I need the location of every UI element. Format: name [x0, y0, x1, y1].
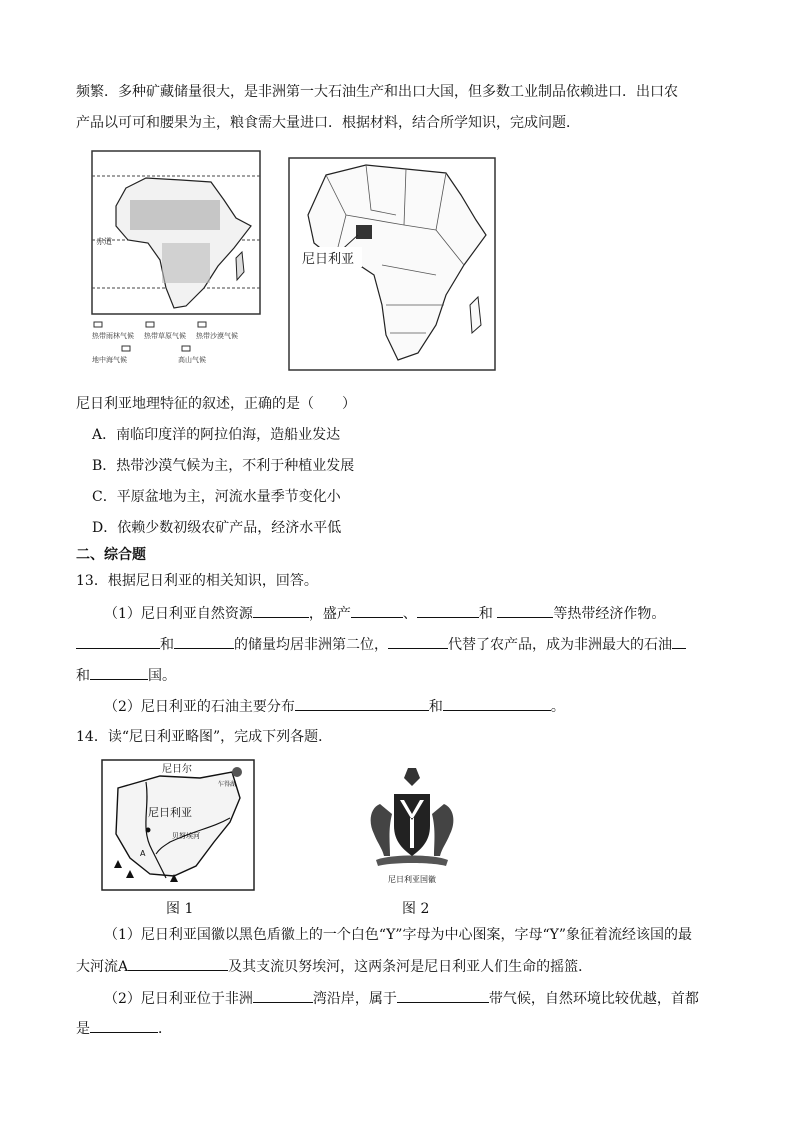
nigeria-country-label: 尼日利亚: [148, 806, 192, 819]
legend-item-3: 热带沙漠气候: [196, 332, 238, 340]
q14-part2-line1: （2）尼日利亚位于非洲 湾沿岸，属于 带气候，自然环境比较优越，首都: [104, 988, 699, 1009]
q14-blank-4[interactable]: [90, 1018, 158, 1033]
benue-river-label: 贝努埃河: [172, 832, 200, 840]
intro-line-1: 频繁．多种矿藏储量很大，是非洲第一大石油生产和出口大国，但多数工业制品依赖进口．出口农: [76, 84, 678, 100]
q12-option-a[interactable]: A．南临印度洋的阿拉伯海，造船业发达: [92, 427, 341, 443]
q14-part1-line1: （1）尼日利亚国徽以黑色盾徽上的一个白色“Y”字母为中心图案，字母“Y”象征着流经该国的最: [104, 927, 693, 943]
q14-blank-3[interactable]: [397, 988, 489, 1003]
q13-part2: （2）尼日利亚的石油主要分布 和 。: [104, 696, 565, 717]
africa-climate-map: [86, 148, 264, 370]
figure-1-caption: 图 1: [166, 901, 194, 917]
q14-blank-1[interactable]: [128, 956, 228, 971]
q13-blank-11[interactable]: [443, 696, 551, 711]
q13-blank-2[interactable]: [351, 603, 403, 618]
figure-2-caption: 图 2: [402, 901, 430, 917]
q13-blank-8[interactable]: [672, 634, 686, 649]
q13-blank-7[interactable]: [388, 634, 448, 649]
legend-item-4: 地中海气候: [92, 356, 127, 364]
q13-part1-line2: 和 的储量均居非洲第二位， 代替了农产品，成为非洲最大的石油: [76, 634, 686, 655]
q13-blank-10[interactable]: [295, 696, 429, 711]
lake-chad-label: 乍得湖: [218, 781, 237, 788]
intro-line-2: 产品以可可和腰果为主，粮食需大量进口．根据材料，结合所学知识，完成问题．: [76, 115, 580, 131]
q14-part1-line2: 大河流A 及其支流贝努埃河，这两条河是尼日利亚人们生命的摇篮．: [76, 956, 592, 977]
q13-blank-5[interactable]: [76, 634, 160, 649]
africa-political-map: [286, 155, 498, 373]
legend-item-2: 热带草原气候: [144, 332, 186, 340]
q12-option-d[interactable]: D．依赖少数初级农矿产品，经济水平低: [92, 520, 342, 536]
q13-part1-line3: 和 国。: [76, 665, 176, 686]
section-title: 二、综合题: [76, 547, 146, 563]
q13-part1-line1: （1）尼日利亚自然资源 ，盛产 、 和 等热带经济作物。: [104, 603, 665, 624]
q13-blank-1[interactable]: [253, 603, 309, 618]
q12-stem: 尼日利亚地理特征的叙述，正确的是（ ）: [76, 396, 356, 412]
nigeria-sketch-map: [100, 758, 256, 892]
river-a-marker: A: [140, 849, 146, 858]
q12-option-b[interactable]: B．热带沙漠气候为主，不利于种植业发展: [92, 458, 355, 474]
q14-stem: 14．读“尼日利亚略图”，完成下列各题．: [76, 729, 333, 745]
q14-blank-2[interactable]: [253, 988, 313, 1003]
q13-blank-6[interactable]: [174, 634, 234, 649]
nigeria-coat-of-arms: [360, 764, 464, 886]
niger-label: 尼日尔: [162, 764, 192, 775]
legend-item-5: 高山气候: [178, 356, 206, 364]
equator-label: 赤道: [96, 237, 112, 246]
nigeria-label: 尼日利亚: [302, 252, 355, 267]
q13-blank-3[interactable]: [417, 603, 479, 618]
coat-of-arms-caption: 尼日利亚国徽: [388, 875, 436, 884]
q13-stem: 13．根据尼日利亚的相关知识，回答。: [76, 573, 318, 589]
q12-option-c[interactable]: C．平原盆地为主，河流水量季节变化小: [92, 489, 341, 505]
q14-part2-line2: 是 ．: [76, 1018, 172, 1039]
q13-blank-4[interactable]: [497, 603, 553, 618]
legend-item-1: 热带雨林气候: [92, 332, 134, 340]
q13-blank-9[interactable]: [90, 665, 148, 680]
